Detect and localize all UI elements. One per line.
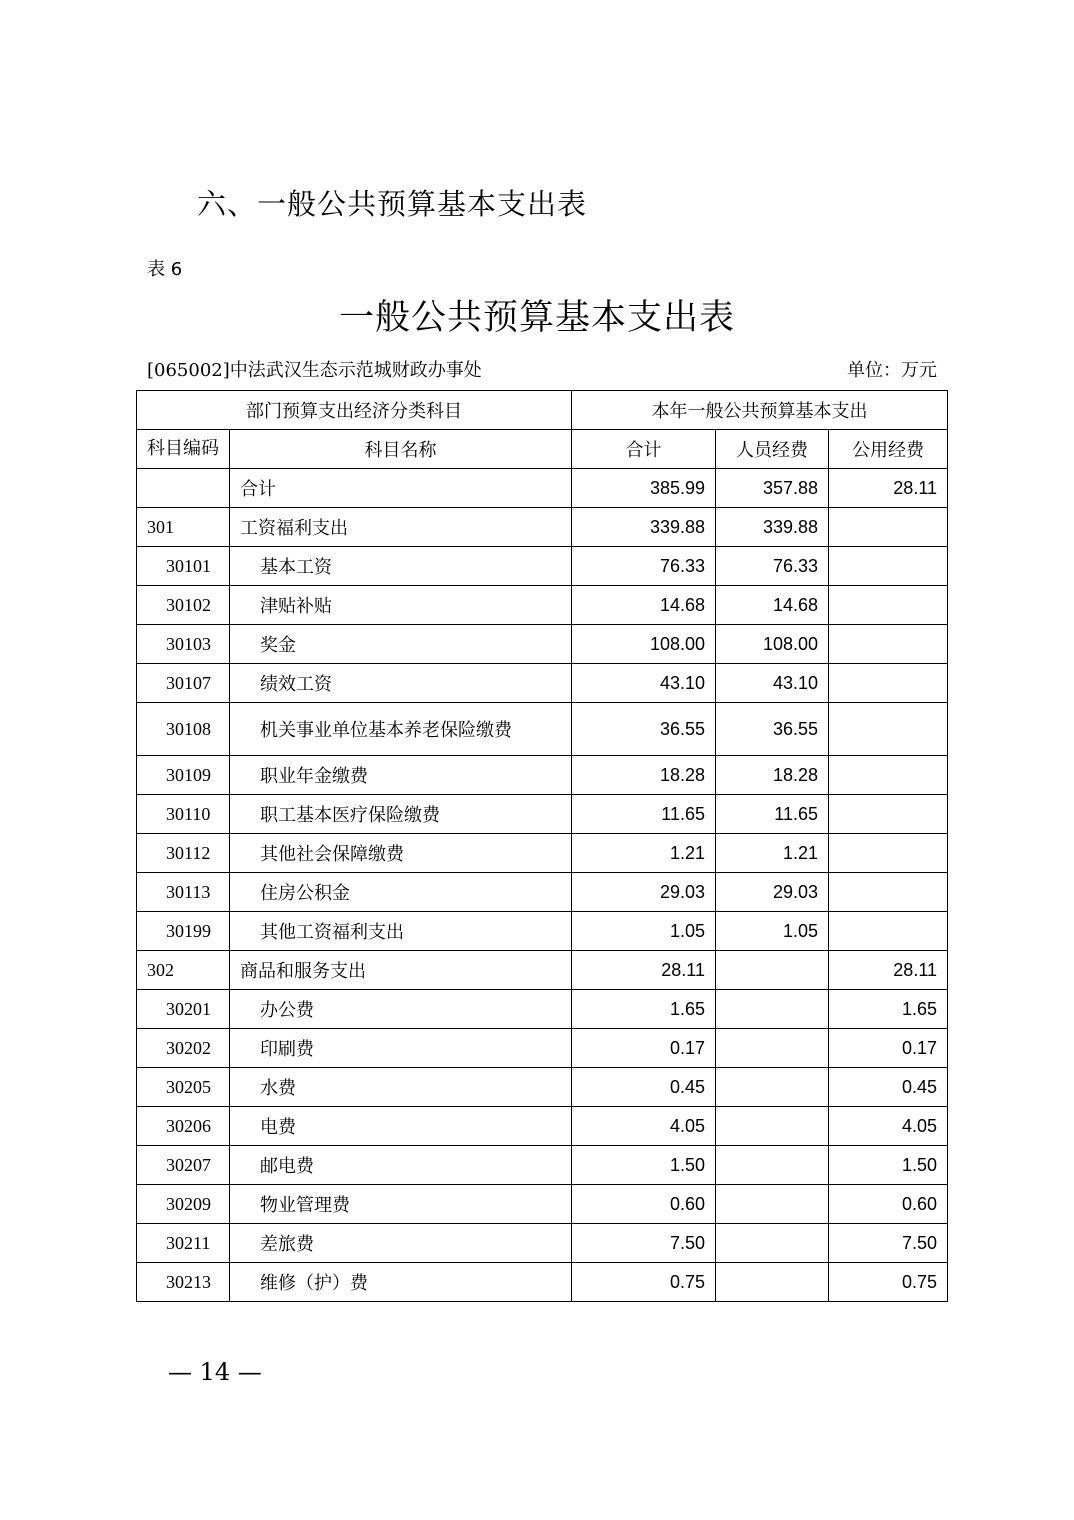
row-code: 30107 bbox=[137, 664, 230, 703]
row-personnel bbox=[716, 1263, 829, 1302]
table-row bbox=[137, 795, 948, 834]
row-total: 0.75 bbox=[572, 1263, 716, 1302]
row-code: 30207 bbox=[137, 1146, 230, 1185]
row-public bbox=[829, 547, 948, 586]
row-name: 印刷费 bbox=[230, 1029, 572, 1068]
row-personnel bbox=[716, 1146, 829, 1185]
header-total: 合计 bbox=[572, 430, 716, 469]
row-code: 30110 bbox=[137, 795, 230, 834]
row-public bbox=[829, 586, 948, 625]
row-public: 0.17 bbox=[829, 1029, 948, 1068]
row-code: 30112 bbox=[137, 834, 230, 873]
row-personnel: 36.55 bbox=[716, 703, 829, 756]
section-heading: 六、一般公共预算基本支出表 bbox=[197, 187, 588, 221]
row-name: 职工基本医疗保险缴费 bbox=[230, 795, 572, 834]
table-row bbox=[137, 1107, 948, 1146]
table-row bbox=[137, 508, 948, 547]
page-title: 一般公共预算基本支出表 bbox=[338, 298, 735, 338]
table-row bbox=[137, 1185, 948, 1224]
row-total: 36.55 bbox=[572, 703, 716, 756]
table-body bbox=[137, 469, 948, 1302]
table-row bbox=[137, 586, 948, 625]
row-public bbox=[829, 508, 948, 547]
row-name: 邮电费 bbox=[230, 1146, 572, 1185]
row-public: 28.11 bbox=[829, 951, 948, 990]
row-personnel: 357.88 bbox=[716, 469, 829, 508]
row-name: 职业年金缴费 bbox=[230, 756, 572, 795]
header-name: 科目名称 bbox=[230, 430, 572, 469]
table-number: 表 6 bbox=[147, 259, 183, 280]
row-personnel: 43.10 bbox=[716, 664, 829, 703]
row-code: 30209 bbox=[137, 1185, 230, 1224]
row-personnel: 1.05 bbox=[716, 912, 829, 951]
table-row bbox=[137, 912, 948, 951]
table-row bbox=[137, 664, 948, 703]
row-public: 7.50 bbox=[829, 1224, 948, 1263]
table-row bbox=[137, 1029, 948, 1068]
row-total: 108.00 bbox=[572, 625, 716, 664]
row-code bbox=[137, 469, 230, 508]
row-code: 30206 bbox=[137, 1107, 230, 1146]
row-name: 商品和服务支出 bbox=[230, 951, 572, 990]
row-public bbox=[829, 873, 948, 912]
org-name: [065002]中法武汉生态示范城财政办事处 bbox=[147, 360, 482, 381]
row-total: 0.17 bbox=[572, 1029, 716, 1068]
row-code: 30103 bbox=[137, 625, 230, 664]
table-header-group-row bbox=[137, 391, 948, 430]
table-row bbox=[137, 1263, 948, 1302]
row-code: 301 bbox=[137, 508, 230, 547]
row-code: 30199 bbox=[137, 912, 230, 951]
row-public bbox=[829, 625, 948, 664]
row-name: 基本工资 bbox=[230, 547, 572, 586]
table-row bbox=[137, 756, 948, 795]
row-code: 30113 bbox=[137, 873, 230, 912]
row-total: 1.50 bbox=[572, 1146, 716, 1185]
header-code: 科目编码 bbox=[137, 430, 230, 469]
row-public: 0.60 bbox=[829, 1185, 948, 1224]
row-public: 1.50 bbox=[829, 1146, 948, 1185]
row-code: 30205 bbox=[137, 1068, 230, 1107]
table-row bbox=[137, 1068, 948, 1107]
row-total: 43.10 bbox=[572, 664, 716, 703]
table-row bbox=[137, 951, 948, 990]
row-personnel bbox=[716, 1029, 829, 1068]
row-personnel bbox=[716, 990, 829, 1029]
row-name: 办公费 bbox=[230, 990, 572, 1029]
row-code: 30201 bbox=[137, 990, 230, 1029]
table-row bbox=[137, 625, 948, 664]
row-public: 4.05 bbox=[829, 1107, 948, 1146]
row-code: 302 bbox=[137, 951, 230, 990]
row-code: 30109 bbox=[137, 756, 230, 795]
row-personnel bbox=[716, 1185, 829, 1224]
table-row bbox=[137, 469, 948, 508]
table-header-row bbox=[137, 430, 948, 469]
row-total: 1.65 bbox=[572, 990, 716, 1029]
row-public: 28.11 bbox=[829, 469, 948, 508]
table-row bbox=[137, 873, 948, 912]
row-name: 其他社会保障缴费 bbox=[230, 834, 572, 873]
header-group-left: 部门预算支出经济分类科目 bbox=[137, 391, 572, 430]
row-code: 30211 bbox=[137, 1224, 230, 1263]
row-name: 合计 bbox=[230, 469, 572, 508]
table-row bbox=[137, 1224, 948, 1263]
row-personnel: 11.65 bbox=[716, 795, 829, 834]
row-personnel bbox=[716, 1224, 829, 1263]
table-row bbox=[137, 703, 948, 756]
row-public bbox=[829, 664, 948, 703]
row-code: 30102 bbox=[137, 586, 230, 625]
table-row bbox=[137, 547, 948, 586]
row-name: 物业管理费 bbox=[230, 1185, 572, 1224]
row-name: 维修（护）费 bbox=[230, 1263, 572, 1302]
table-row bbox=[137, 990, 948, 1029]
row-total: 4.05 bbox=[572, 1107, 716, 1146]
row-total: 339.88 bbox=[572, 508, 716, 547]
row-total: 76.33 bbox=[572, 547, 716, 586]
row-name: 奖金 bbox=[230, 625, 572, 664]
row-name: 电费 bbox=[230, 1107, 572, 1146]
row-public bbox=[829, 795, 948, 834]
row-personnel: 18.28 bbox=[716, 756, 829, 795]
row-name: 津贴补贴 bbox=[230, 586, 572, 625]
row-name: 水费 bbox=[230, 1068, 572, 1107]
budget-table bbox=[136, 390, 948, 1302]
row-total: 18.28 bbox=[572, 756, 716, 795]
row-personnel: 339.88 bbox=[716, 508, 829, 547]
row-name: 机关事业单位基本养老保险缴费 bbox=[230, 703, 572, 756]
row-total: 11.65 bbox=[572, 795, 716, 834]
row-total: 7.50 bbox=[572, 1224, 716, 1263]
row-public bbox=[829, 834, 948, 873]
row-code: 30202 bbox=[137, 1029, 230, 1068]
row-name: 其他工资福利支出 bbox=[230, 912, 572, 951]
row-total: 14.68 bbox=[572, 586, 716, 625]
row-name: 差旅费 bbox=[230, 1224, 572, 1263]
row-public: 0.45 bbox=[829, 1068, 948, 1107]
row-total: 28.11 bbox=[572, 951, 716, 990]
row-name: 绩效工资 bbox=[230, 664, 572, 703]
row-total: 1.05 bbox=[572, 912, 716, 951]
row-total: 29.03 bbox=[572, 873, 716, 912]
row-public bbox=[829, 756, 948, 795]
page-number: — 14 — bbox=[168, 1358, 262, 1386]
row-total: 1.21 bbox=[572, 834, 716, 873]
row-personnel: 76.33 bbox=[716, 547, 829, 586]
row-personnel bbox=[716, 1107, 829, 1146]
row-public: 1.65 bbox=[829, 990, 948, 1029]
row-code: 30213 bbox=[137, 1263, 230, 1302]
row-public bbox=[829, 703, 948, 756]
row-personnel: 29.03 bbox=[716, 873, 829, 912]
row-public bbox=[829, 912, 948, 951]
table-row bbox=[137, 834, 948, 873]
row-name: 住房公积金 bbox=[230, 873, 572, 912]
row-personnel bbox=[716, 1068, 829, 1107]
row-personnel: 1.21 bbox=[716, 834, 829, 873]
row-total: 0.60 bbox=[572, 1185, 716, 1224]
row-public: 0.75 bbox=[829, 1263, 948, 1302]
row-personnel: 108.00 bbox=[716, 625, 829, 664]
row-total: 385.99 bbox=[572, 469, 716, 508]
header-personnel: 人员经费 bbox=[716, 430, 829, 469]
row-personnel: 14.68 bbox=[716, 586, 829, 625]
row-personnel bbox=[716, 951, 829, 990]
row-total: 0.45 bbox=[572, 1068, 716, 1107]
row-code: 30101 bbox=[137, 547, 230, 586]
table-row bbox=[137, 1146, 948, 1185]
header-public: 公用经费 bbox=[829, 430, 948, 469]
unit-label: 单位：万元 bbox=[847, 360, 937, 381]
row-name: 工资福利支出 bbox=[230, 508, 572, 547]
header-group-right: 本年一般公共预算基本支出 bbox=[572, 391, 948, 430]
row-code: 30108 bbox=[137, 703, 230, 756]
